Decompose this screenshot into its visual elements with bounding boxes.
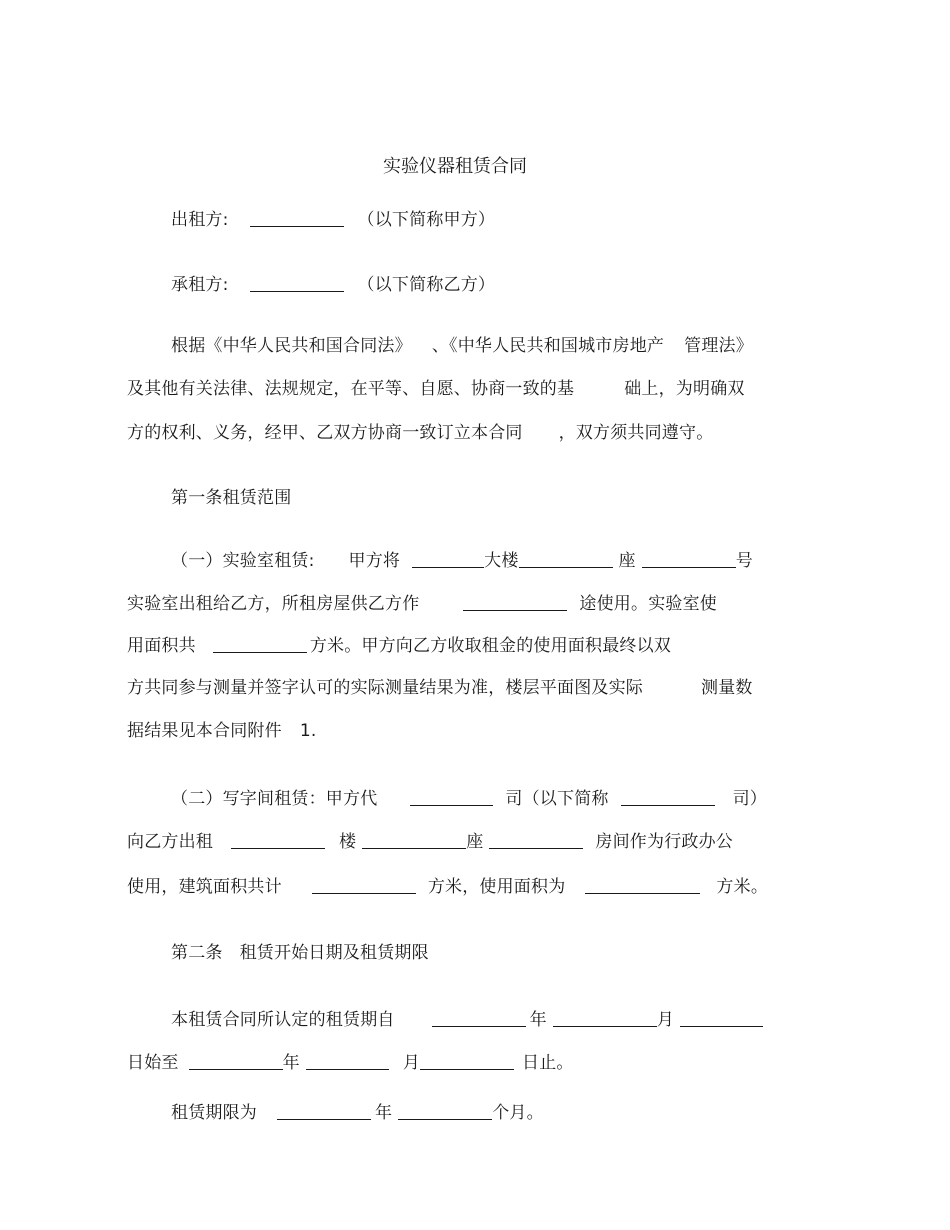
clause-text: 月 — [402, 1053, 421, 1073]
clause-text: 日止。 — [522, 1053, 574, 1073]
clause-text: 房间作为行政办公 — [595, 832, 734, 852]
fill-blank — [519, 550, 613, 568]
clause-text: 号 — [735, 551, 753, 571]
clause-text: 租赁期限为 — [171, 1103, 257, 1123]
preamble-line-2 — [127, 377, 745, 401]
fill-blank — [362, 831, 466, 849]
clause-text: 本租赁合同所认定的租赁期自 — [171, 1010, 395, 1030]
fill-blank — [277, 1102, 371, 1120]
article1-p1-line-4 — [127, 676, 753, 700]
clause-text: 司（以下简称 — [505, 789, 609, 809]
clause-text: 甲方将 — [348, 551, 401, 571]
article2-heading — [171, 941, 429, 965]
clause-text: 向乙方出租 — [127, 832, 213, 852]
clause-text: 大楼 — [484, 551, 519, 571]
clause-text: 1. — [299, 721, 317, 741]
fill-blank — [621, 788, 715, 806]
lessee-blank — [250, 274, 344, 292]
preamble-text: 础上，为明确双 — [624, 379, 745, 399]
lessee-note: （以下简称乙方） — [357, 275, 496, 295]
article1-p2-line-3 — [127, 875, 768, 899]
fill-blank — [680, 1009, 763, 1027]
lessor-label: 出租方: — [171, 210, 229, 230]
lessee-label: 承租方: — [171, 275, 229, 295]
preamble-line-1 — [171, 334, 753, 358]
lessor-blank — [250, 209, 344, 227]
clause-text: 月 — [656, 1010, 675, 1030]
clause-text: 年 — [375, 1103, 393, 1123]
lessor-line — [171, 208, 495, 232]
article1-p1-line-2 — [127, 592, 717, 616]
clause-text: 司） — [732, 789, 768, 809]
fill-blank — [412, 550, 484, 568]
lessee-line — [171, 273, 495, 297]
preamble-text: ，双方须共同遵守。 — [558, 423, 714, 443]
article2-line-1 — [171, 1008, 763, 1032]
clause-text: 方共同参与测量并签字认可的实际测量结果为准，楼层平面图及实际 — [127, 678, 643, 698]
clause-text: 方米，使用面积为 — [427, 877, 566, 897]
clause-text: 楼 — [339, 832, 357, 852]
article1-p2-line-1 — [171, 787, 767, 811]
clause-text: 座 — [466, 832, 484, 852]
fill-blank — [398, 1102, 492, 1120]
clause-text: 实验室出租给乙方，所租房屋供乙方作 — [127, 594, 420, 614]
clause-text: 方米。甲方向乙方收取租金的使用面积最终以双 — [309, 636, 672, 656]
article2-line-2 — [127, 1051, 574, 1075]
preamble-text: 根据《中华人民共和国合同法》 — [171, 336, 412, 356]
article2-heading-number: 第二条 — [171, 943, 223, 963]
article2-heading-text: 租赁开始日期及租赁期限 — [239, 943, 429, 963]
clause-text: 方米。 — [716, 877, 769, 897]
clause-text: 据结果见本合同附件 — [127, 721, 282, 741]
preamble-text: 管理法》 — [684, 336, 753, 356]
clause-text: 途使用。实验室使 — [579, 594, 718, 614]
fill-blank — [585, 876, 700, 894]
fill-blank — [420, 1052, 514, 1070]
fill-blank — [213, 635, 307, 653]
article1-p1-line-3 — [127, 634, 671, 658]
fill-blank — [553, 1009, 657, 1027]
article1-p1-line-5 — [127, 719, 316, 743]
article1-p1-line-1 — [171, 549, 753, 573]
fill-blank — [312, 876, 416, 894]
document-title: 实验仪器租赁合同 — [383, 156, 527, 177]
clause-text: 测量数 — [701, 678, 753, 698]
fill-blank — [189, 1052, 283, 1070]
fill-blank — [463, 593, 567, 611]
article2-line-3 — [171, 1101, 544, 1125]
preamble-line-3 — [127, 421, 713, 445]
lessor-note: （以下简称甲方） — [357, 210, 496, 230]
fill-blank — [489, 831, 583, 849]
article1-p2-line-2 — [127, 830, 733, 854]
clause-text: 日始至 — [127, 1053, 179, 1073]
article1-heading: 第一条租赁范围 — [171, 488, 292, 508]
clause-text: （一）实验室租赁: — [171, 551, 315, 571]
fill-blank — [432, 1009, 526, 1027]
clause-text: 年 — [529, 1010, 547, 1030]
clause-text: 个月。 — [492, 1103, 544, 1123]
clause-text: 年 — [282, 1053, 300, 1073]
preamble-text: 、《中华人民共和国城市房地产 — [431, 336, 665, 356]
fill-blank — [642, 550, 736, 568]
preamble-text: 及其他有关法律、法规规定，在平等、自愿、协商一致的基 — [127, 379, 575, 399]
clause-text: 用面积共 — [127, 636, 196, 656]
fill-blank — [410, 788, 493, 806]
fill-blank — [306, 1052, 389, 1070]
clause-text: 使用，建筑面积共计 — [127, 877, 282, 897]
clause-text: （二）写字间租赁：甲方代 — [171, 789, 378, 809]
preamble-text: 方的权利、义务，经甲、乙双方协商一致订立本合同 — [127, 423, 523, 443]
clause-text: 座 — [618, 551, 636, 571]
fill-blank — [231, 831, 325, 849]
